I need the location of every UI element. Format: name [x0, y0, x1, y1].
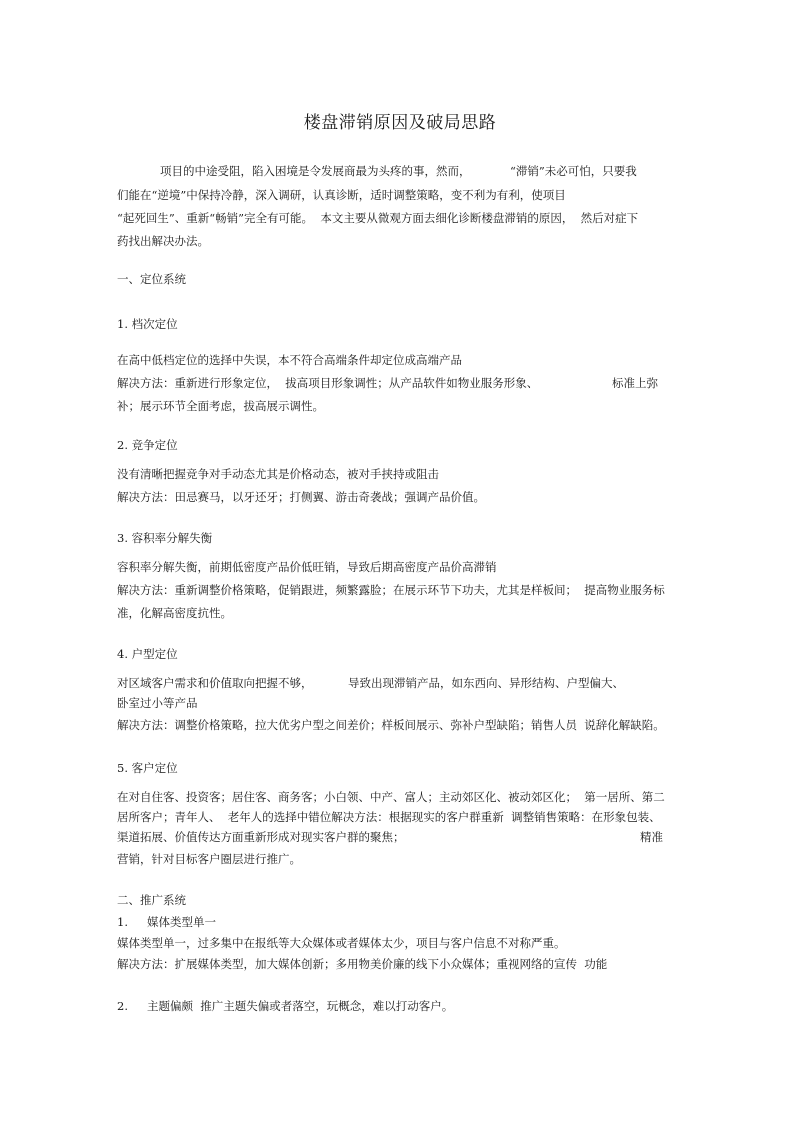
intro-line: “起死回生”、重新“畅销”完全有可能。 本文主要从微观方面去细化诊断楼盘滞销的原因， 然后对症下	[117, 211, 639, 225]
body-line: 解决方法：调整价格策略，拉大优劣户型之间差价；样板间展示、弥补户型缺陷；销售人员 说辞化解缺陷。	[117, 718, 665, 732]
subsection-number: 1.	[117, 915, 128, 929]
intro-line: 们能在“逆境”中保持冷静，深入调研，认真诊断，适时调整策略，变不利为有利，使项目	[117, 188, 566, 202]
subsection-heading: 1. 档次定位	[117, 317, 178, 331]
body-line: 在对自住客、投资客；居住客、商务客；小白领、中产、富人；主动郊区化、被动郊区化； 第一居所、第二	[117, 790, 665, 804]
intro-line: 药找出解决办法。	[117, 234, 209, 248]
subsection-heading: 2. 竞争定位	[117, 438, 178, 452]
body-line: 对区域客户需求和价值取向把握不够，	[117, 676, 313, 690]
body-line: 没有清晰把握竞争对手动态尤其是价格动态，被对手挟持或阻击	[117, 467, 439, 481]
subsection-heading: 3. 容积率分解失衡	[117, 531, 213, 545]
body-line: 解决方法：重新调整价格策略，促销跟进，频繁露脸；在展示环节下功夫，尤其是样板间； 提高物业服务标	[117, 583, 665, 597]
subsection-number: 2.	[117, 999, 128, 1013]
subsection-heading: 4. 户型定位	[117, 647, 178, 661]
body-line: 解决方法：扩展媒体类型，加大媒体创新；多用物美价廉的线下小众媒体；重视网络的宣传 功能	[117, 957, 608, 971]
section-heading-promotion: 二、推广系统	[117, 893, 186, 907]
body-line: 解决方法：重新进行形象定位， 拔高项目形象调性；从产品软件如物业服务形象、	[117, 376, 539, 390]
body-line: 卧室过小等产品	[117, 696, 198, 710]
subsection-heading: 主题偏颇 推广主题失偏或者落空，玩概念，难以打动客户。	[147, 999, 454, 1013]
intro-line: 项目的中途受阻，陷入困境是令发展商最为头疼的事，然而，	[160, 164, 471, 178]
body-line: 媒体类型单一，过多集中在报纸等大众媒体或者媒体太少，项目与客户信息不对称严重。	[117, 936, 566, 950]
intro-line: “滞销”未必可怕，只要我	[510, 164, 637, 178]
body-line: 精准	[640, 830, 663, 844]
subsection-heading: 5. 客户定位	[117, 761, 178, 775]
subsection-heading: 媒体类型单一	[147, 915, 216, 929]
section-heading-positioning: 一、定位系统	[117, 272, 186, 286]
body-line: 渠道拓展、价值传达方面重新形成对现实客户群的聚焦；	[117, 830, 405, 844]
body-line: 补；展示环节全面考虑，拔高展示调性。	[117, 399, 324, 413]
body-line: 营销，针对目标客户圈层进行推广。	[117, 852, 301, 866]
body-line: 解决方法：田忌赛马，以牙还牙；打侧翼、游击奇袭战；强调产品价值。	[117, 490, 485, 504]
body-line: 导致出现滞销产品，如东西向、异形结构、户型偏大、	[348, 676, 624, 690]
document-title: 楼盘滞销原因及破局思路	[303, 113, 497, 133]
body-line: 容积率分解失衡，前期低密度产品价低旺销，导致后期高密度产品价高滞销	[117, 560, 497, 574]
body-line: 居所客户；青年人、 老年人的选择中错位解决方法：根据现实的客户群重新 调整销售策略：在形象包装、	[117, 810, 661, 824]
body-line: 标准上弥	[612, 376, 658, 390]
body-line: 准，化解高密度抗性。	[117, 606, 232, 620]
body-line: 在高中低档定位的选择中失误，本不符合高端条件却定位成高端产品	[117, 353, 462, 367]
